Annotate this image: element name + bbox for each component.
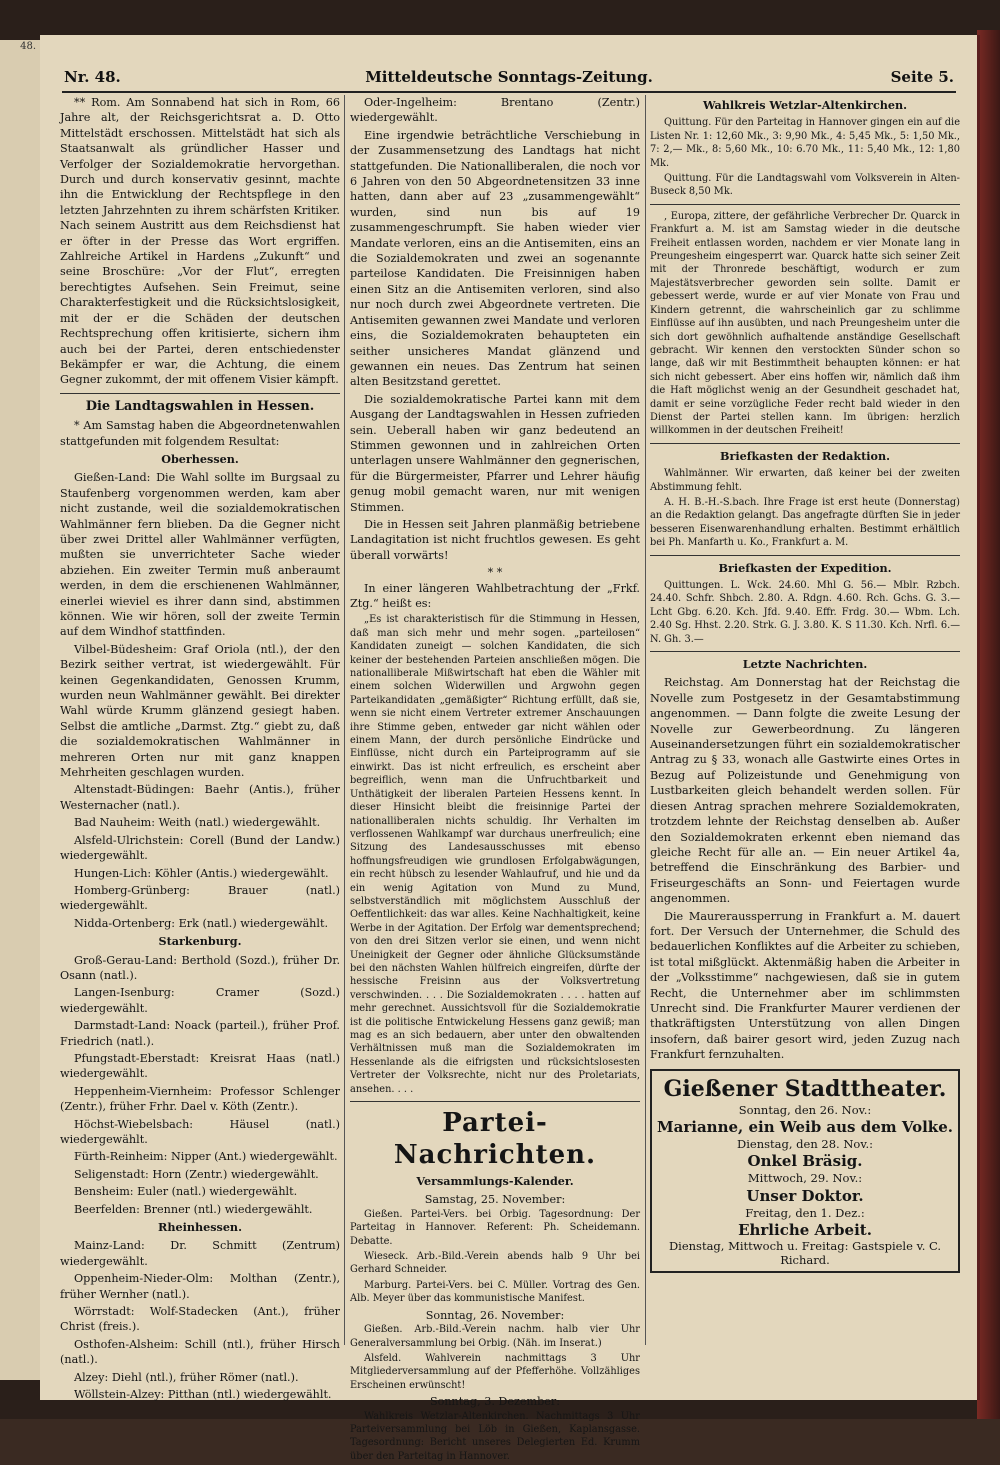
result-alsfeld: Alsfeld-Ulrichstein: Corell (Bund der Landw.) wiedergewählt. xyxy=(60,833,340,863)
result-mainz: Mainz-Land: Dr. Schmitt (Zentrum) wiedergewählt. xyxy=(60,1239,340,1268)
theatre-date: Sonntag, den 26. Nov.: xyxy=(738,1102,872,1117)
event-giessen: Gießen. Partei-Vers. bei Orbig. Tagesordnung: Der Parteitag in Hannover. Referent: Ph. Scheidemann. Debatte. xyxy=(350,1208,640,1247)
result-heppenheim: Heppenheim-Viernheim: Professor Schlenger (Zentr.), früher Frhr. Dael v. Köth (Zentr.). xyxy=(60,1084,340,1114)
theatre-play: Ehrliche Arbeit. xyxy=(738,1221,872,1240)
result-homberg: Homberg-Grünberg: Brauer (natl.) wiedergewählt. xyxy=(60,883,340,913)
quittung-2: Quittung. Für die Landtagswahl vom Volksverein in Alten-Buseck 8,50 Mk. xyxy=(650,173,960,198)
rom-article: ** Rom. Am Sonnabend hat sich in Rom, 66 Jahre alt, der Reichsgerichtsrat a. D. Otto Mittelstädt erschossen. Mittelstädt hat sich als Staatsanwalt als gründlicher Hasser und Verfolger der Sozialdemokratie hervorgethan. Durch und durch konservativ gesinnt, machte ihn die Entwicklung der Rechtspflege in den letzten Jahrzehnten zu ihrem schärfsten Kritiker. Nach seinem Austritt aus dem Reichsdienst hat er öfter in der Presse das Wort ergriffen. Zahlreiche Artikel in Hardens „Zukunft“ und seine Broschüre: „Vor der Flut“, erregten berechtigtes Aufsehen. Sein Freimut, seine Charakterfestigkeit und die Rücksichtslosigkeit, mit der er die Schäden der deutschen Rechtsprechung offen kritisierte, sichern ihm auch bei der Partei, deren entschiedenster Bekämpfer er war, die Achtung, die einem Gegner zukommt, der mit offenem Visier kämpft. xyxy=(60,96,340,387)
maurer-news: Die Maureraussperrung in Frankfurt a. M. dauert fort. Der Versuch der Unternehmer, die Schuld des bedauerlichen Konfliktes auf die Arbeiter zu schieben, ist total mißglückt. Aktenmäßig haben die Arbeiter in der „Volksstimme“ nachgewiesen, daß sie in gutem Recht, die Unternehmer aber im schlimmsten Unrecht sind. Die Frankfurter Maurer verdienen der thatkräftigsten Unterstützung von allen Dingen insofern, daß bairer gesort wird, jeden Zuzug nach Frankfurt fernzuhalten. xyxy=(650,909,960,1062)
kalender-title: Versammlungs-Kalender. xyxy=(416,1174,574,1189)
previous-page-number: 48. xyxy=(20,41,36,52)
newspaper-title: Mitteldeutsche Sonntags-Zeitung. xyxy=(365,68,653,86)
region-rheinhessen: Rheinhessen. xyxy=(158,1220,242,1235)
result-giessen: Gießen-Land: Die Wahl sollte im Burgsaal zu Staufenberg vorgenommen werden, kam aber nicht zustande, weil die sozialdemokratischen Wahlmänner fern blieben. Da die Gegner nicht über zwei Drittel aller Wahlmänner verfügten, mußten sie unverrichteter Sache wieder abziehen. Ein zweiter Termin muß anberaumt werden, in dem die erschienenen Wahlmänner, einerlei wieviel es ihrer dann sind, abstimmen können. Wie wir hören, soll der zweite Termin auf dem Windhof stattfinden. xyxy=(60,471,340,639)
result-oppenheim: Oppenheim-Nieder-Olm: Molthan (Zentr.), früher Wernher (natl.). xyxy=(60,1272,340,1301)
theatre-date: Mittwoch, 29. Nov.: xyxy=(747,1171,863,1186)
quittungen-list: Quittungen. L. Wck. 24.60. Mhl G. 56.— Mblr. Rzbch. 24.40. Schfr. Shbch. 2.80. A. Rdgn. 4.60. Rch. Gchs. G. 3.— Lcht Gbg. 6.20. Kch. Jfd. 9.40. Effr. Frdg. 30.— Wbm. Lch. 2.40 Sg. Hhst. 2.20. Strk. G. J. 3.80. K. S 11.30. Kch. Nrfl. 6.— N. Gh. 3.— xyxy=(650,580,960,645)
reichstag-news: Reichstag. Am Donnerstag hat der Reichstag die Novelle zum Postgesetz in der Gesamtabstimmung angenommen. — Dann folgte die zweite Lesung der Novelle zur Gewerbeordnung. Zu längeren Auseinandersetzungen führt ein sozialdemokratischer Antrag zu § 33, wonach alle Gastwirte eines Ortes in Bezug auf Polizeistunde und Genehmigung von Lustbarkeiten gleich behandelt werden sollen. Für diesen Antrag sprachen mehrere Sozialdemokraten, trotzdem lehnte der Reichstag denselben ab. Außer den Sozialdemokraten erkennt eben niemand das gleiche Recht für alle an. — Ein neuer Artikel 4a, betreffend die Einschränkung des Barbier- und Friseurgeschäfts an Sonn- und Feiertagen wurde angenommen. xyxy=(650,676,960,906)
event-wetzlar: Wahlkreis Wetzlar-Altenkirchen. Nachmittags 3 Uhr Parteiversammlung bei Löb in Gießen, Kaplansgasse. Tagesordnung: Bericht unseres Delegierten Ed. Krumm über den Parteitag in Hannover. xyxy=(350,1410,640,1462)
result-seligenstadt: Seligenstadt: Horn (Zentr.) wiedergewählt. xyxy=(74,1167,319,1181)
result-grossgerau: Groß-Gerau-Land: Berthold (Sozd.), früher Dr. Osann (natl.). xyxy=(60,953,340,982)
date-so3: Sonntag, 3. Dezember: xyxy=(429,1395,561,1409)
briefkasten-expedition-title: Briefkasten der Expedition. xyxy=(718,560,892,575)
theatre-date: Dienstag, den 28. Nov.: xyxy=(737,1137,873,1151)
analysis-p1: Eine irgendwie beträchtliche Verschiebung in der Zusammensetzung des Landtags hat nicht stattgefunden. Die Nationalliberalen, die noch vor 6 Jahren von den 50 Abgeordnetensitzen 33 inne hatten, dann aber auf 23 „zusammengewählt“ wurden, sind nun bis auf 19 zusammengeschrumpft. Sie haben wieder vier Mandate verloren, eins an die Antisemiten, eins an die Sozialdemokraten und zwei an sogenannte parteilose Kandidaten. Die Freisinnigen haben einen Sitz an die Antisemiten verloren, sind also nur noch durch zwei Abgeordnete vertreten. Die Antisemiten gewannen zwei Mandate und verloren eins, die Sozialdemokraten behaupteten ein seither unsicheres Mandat glänzend und gewannen ein neues. Das Zentrum hat seinen alten Besitzstand gerettet. xyxy=(350,128,640,389)
landtag-intro: * Am Samstag haben die Abgeordnetenwahlen stattgefunden mit folgendem Resultat: xyxy=(60,419,340,448)
column-2 xyxy=(350,95,640,1465)
previous-page-edge xyxy=(0,40,40,1380)
briefkasten-redaktion-title: Briefkasten der Redaktion. xyxy=(719,448,891,463)
wahlmaenner-note: Wahlmänner. Wir erwarten, daß keiner bei der zweiten Abstimmung fehlt. xyxy=(650,468,960,493)
analysis-p2: Die sozialdemokratische Partei kann mit dem Ausgang der Landtagswahlen in Hessen zufrieden sein. Ueberall haben wir ganz bedeutend an Stimmen gewonnen und in zahlreichen Orten unterlagen unsere Wahlmänner den gegnerischen, für die Bürgermeister, Pfarrer und Lehrer häufig genug mobil gemacht waren, nur mit wenigen Stimmen. xyxy=(350,392,640,514)
theatre-ad xyxy=(650,1069,960,1273)
divider xyxy=(60,393,340,394)
theatre-title: Gießener Stadttheater. xyxy=(663,1075,947,1102)
page-number: Seite 5. xyxy=(890,68,954,86)
europa-article: , Europa, zittere, der gefährliche Verbrecher Dr. Quarck in Frankfurt a. M. ist am Samstag wieder in die deutsche Freiheit entlassen worden, nachdem er vier Monate lang in Preungesheim eingesperrt war. Quarck hatte sich seiner Zeit mit der Thronrede beschäftigt, wodurch er zum Majestätsverbrecher geworden sein sollte. Damit er gebessert werde, wurde er auf vier Monate von Frau und Kindern getrennt, die wahrscheinlich gar zu schlimme Einflüsse auf ihn ausübten, und nach Preungesheim unter die sich dort gewöhnlich aufhaltende anständige Gesellschaft gebracht. Wir kennen den verstockten Sünder schon so lange, daß wir mit Bestimmtheit behaupten können: er hat sich nicht gebessert. Aber eins hoffen wir, nämlich daß ihm die Haft möglichst wenig an der Gesundheit geschadet hat, damit er seine vorzügliche Feder recht bald wieder in den Dienst der Partei stellen kann. Im übrigen: herzlich willkommen in der deutschen Freiheit! xyxy=(650,210,960,437)
date-so26: Sonntag, 26. November: xyxy=(425,1308,565,1322)
result-fuerth: Fürth-Reinheim: Nipper (Ant.) wiedergewählt. xyxy=(74,1150,338,1164)
section-stars: * * xyxy=(487,566,503,580)
column-separator xyxy=(344,95,345,1345)
header-rule xyxy=(62,91,956,93)
analysis-p3: Die in Hessen seit Jahren planmäßig betriebene Landagitation ist nicht fruchtlos gewesen. Es geht überall vorwärts! xyxy=(350,517,640,562)
divider xyxy=(650,651,960,652)
result-ingelheim: Oder-Ingelheim: Brentano (Zentr.) wiedergewählt. xyxy=(350,96,640,125)
frankfurter-quote: „Es ist charakteristisch für die Stimmung in Hessen, daß man sich mehr und mehr sogen. „parteilosen“ Kandidaten zuneigt — solchen Kandidaten, die sich keiner der bestehenden Parteien anschließen mögen. Die nationalliberale Mißwirtschaft hat eben die Wähler mit einem solchen Widerwillen und Argwohn gegen Parteikandidaten „gemäßigter“ Richtung erfüllt, daß sie, wenn sie nicht einem Vertreter extremer Anschauungen ihre Stimme geben, entweder gar nicht wählen oder einem Mann, der durch persönliche Eindrücke und Einflüsse, nicht durch ein Parteiprogramm auf sie einwirkt. Das ist nicht erfreulich, es erscheint aber begreiflich, wenn man die Unfruchtbarkeit und Unthätigkeit der liberalen Parteien Hessens kennt. In dieser Hinsicht bleibt die freisinnige Partei der nationalliberalen nichts schuldig. Ihr Verhalten im verflossenen Wahlkampf war durchaus unerfreulich; eine Sitzung des Landesausschusses mit ebenso hoffnungsfreudigen wie grundlosen Erfolgabwägungen, ein recht hübsch zu lesender Wahlaufruf, und hie und da ein wenig Agitation von Mund zu Mund, selbstverständlich mit möglichstem Ausschluß der Oeffentlichkeit: das war alles. Keine Nachhaltigkeit, keine Werbe in der Agitation. Der Erfolg war dementsprechend; von den drei Sitzen verlor sie einen, und wenn nicht Uneinigkeit der Gegner oder ähnliche Glücksumstände bei den nächsten Wahlen hülfreich eingreifen, dürfte der hessische Freisinn aus der Volksvertretung verschwinden. . . . Die Sozialdemokraten . . . . hatten auf mehr gerechnet. Aussichtsvoll für die Sozialdemokratie ist die politische Entwickelung Hessens ganz gewiß; man mag es an sich bedauern, aber unter den obwaltenden Verhältnissen muß man die Sozialdemokraten im Hessenlande als die eifrigsten und rücksichtslosesten Vertreter der Volksrechte, nicht nur des Proletariats, ansehen. . . . xyxy=(350,614,640,1095)
divider xyxy=(650,555,960,556)
result-beerfelden: Beerfelden: Brenner (ntl.) wiedergewählt. xyxy=(74,1202,313,1216)
column-3 xyxy=(650,95,960,1273)
result-bensheim: Bensheim: Euler (natl.) wiedergewählt. xyxy=(74,1185,298,1199)
theatre-play: Onkel Bräsig. xyxy=(747,1152,863,1171)
event-alsfeld: Alsfeld. Wahlverein nachmittags 3 Uhr Mitgliederversammlung auf der Pfefferhöhe. Vollzähliges Erscheinen erwünscht! xyxy=(350,1352,640,1391)
newspaper-page xyxy=(40,35,980,1462)
result-langen: Langen-Isenburg: Cramer (Sozd.) wiedergewählt. xyxy=(60,986,340,1015)
result-vilbel: Vilbel-Büdesheim: Graf Oriola (ntl.), der den Bezirk seither vertrat, ist wiedergewählt. Für keinen Gegenkandidaten, Genossen Krumm, wurden neun Wahlmänner gewählt. Bei direkter Wahl würde Krumm glänzend gesiegt haben. Selbst die amtliche „Darmst. Ztg.“ giebt zu, daß die sozialdemokratischen Wahlmänner in mehreren Orten nur mit ganz knappen Mehrheiten geschlagen wurden. xyxy=(60,642,340,780)
event-marburg: Marburg. Partei-Vers. bei C. Müller. Vortrag des Gen. Alb. Meyer über das kommunistische Manifest. xyxy=(350,1279,640,1305)
theatre-footer: Dienstag, Mittwoch u. Freitag: Gastspiele v. C. Richard. xyxy=(668,1239,942,1267)
result-hoechst: Höchst-Wiebelsbach: Häusel (natl.) wiedergewählt. xyxy=(60,1117,340,1146)
divider xyxy=(650,443,960,444)
wahlkreis-title: Wahlkreis Wetzlar-Altenkirchen. xyxy=(702,98,908,112)
landtag-heading: Die Landtagswahlen in Hessen. xyxy=(85,398,315,414)
result-alzey: Alzey: Diehl (ntl.), früher Römer (natl.). xyxy=(74,1370,299,1384)
region-oberhessen: Oberhessen. xyxy=(161,451,239,466)
letzte-nachrichten-title: Letzte Nachrichten. xyxy=(742,657,868,672)
result-hungen: Hungen-Lich: Köhler (Antis.) wiedergewählt. xyxy=(74,866,329,880)
column-1 xyxy=(60,95,340,1405)
event-giessen-2: Gießen. Arb.-Bild.-Verein nachm. halb vier Uhr Generalversammlung bei Orbig. (Näh. im Inserat.) xyxy=(350,1324,640,1349)
result-nidda: Nidda-Ortenberg: Erk (natl.) wiedergewählt. xyxy=(74,916,329,930)
region-starkenburg: Starkenburg. xyxy=(158,934,242,949)
quittung-1: Quittung. Für den Parteitag in Hannover gingen ein auf die Listen Nr. 1: 12,60 Mk., 3: 9,90 Mk., 4: 5,45 Mk., 5: 1,50 Mk., 7: 2,— Mk., 8: 5,60 Mk., 10: 6.70 Mk., 11: 5,40 Mk., 12: 1,80 Mk. xyxy=(650,117,960,169)
result-darmstadt: Darmstadt-Land: Noack (parteil.), früher Prof. Friedrich (natl.). xyxy=(60,1019,340,1048)
analysis-p4: In einer längeren Wahlbetrachtung der „Frkf. Ztg.“ heißt es: xyxy=(350,581,640,610)
divider xyxy=(650,204,960,205)
theatre-play: Unser Doktor. xyxy=(746,1186,864,1205)
result-altenstadt: Altenstadt-Büdingen: Baehr (Antis.), früher Westernacher (natl.). xyxy=(60,783,340,812)
result-osthofen: Osthofen-Alsheim: Schill (ntl.), früher Hirsch (natl.). xyxy=(60,1337,340,1367)
partei-nachrichten-title: Partei-Nachrichten. xyxy=(393,1108,597,1171)
date-sa25: Samstag, 25. November: xyxy=(424,1193,566,1207)
divider xyxy=(350,1101,640,1102)
event-wieseck: Wieseck. Arb.-Bild.-Verein abends halb 9 Uhr bei Gerhard Schneider. xyxy=(350,1251,640,1276)
ahb-note: A. H. B.-H.-S.bach. Ihre Frage ist erst heute (Donnerstag) an die Redaktion gelangt. Das angefragte dürften Sie in jeder besseren Eisenwarenhandlung erhalten. Bestimmt erhältlich bei Ph. Manfarth u. Ko., Frankfurt a. M. xyxy=(650,496,960,549)
result-nauheim: Bad Nauheim: Weith (natl.) wiedergewählt. xyxy=(74,816,321,830)
result-pfungstadt: Pfungstadt-Eberstadt: Kreisrat Haas (natl.) wiedergewählt. xyxy=(60,1051,340,1081)
result-woerrstadt: Wörrstadt: Wolf-Stadecken (Ant.), früher Christ (freis.). xyxy=(60,1305,340,1334)
column-separator xyxy=(645,95,646,1345)
result-woellstein: Wöllstein-Alzey: Pitthan (ntl.) wiedergewählt. xyxy=(74,1388,332,1402)
book-edge xyxy=(977,30,1000,1419)
theatre-play: Marianne, ein Weib aus dem Volke. xyxy=(657,1118,953,1136)
page-header xyxy=(64,68,954,90)
theatre-date: Freitag, den 1. Dez.: xyxy=(745,1205,865,1220)
issue-number: Nr. 48. xyxy=(64,68,121,86)
